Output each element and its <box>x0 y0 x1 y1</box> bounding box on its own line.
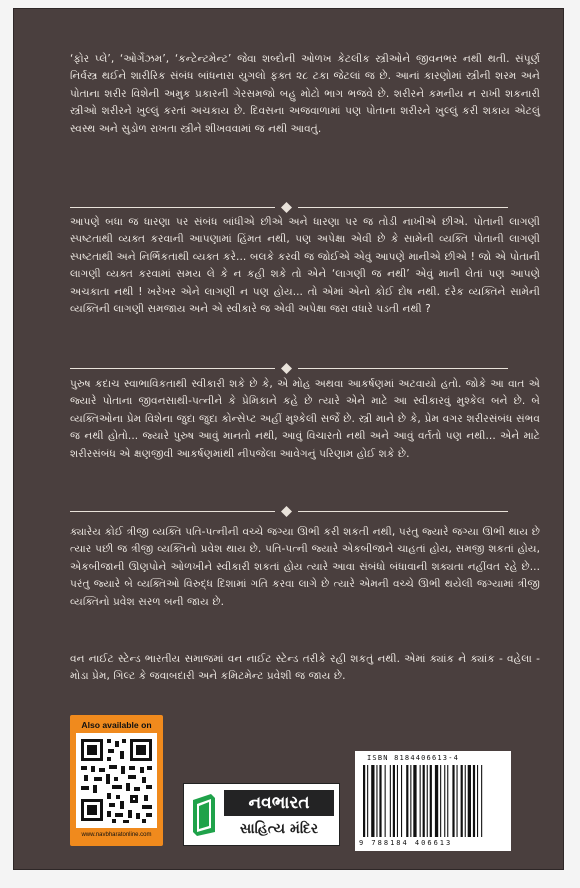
paragraph-2: આપણે બધા જ ધારણા પર સંબંધ બાંધીએ છીએ અને ધારણા પર જ તોડી નાખીએ છીએ. પોતાની લાગણી સ્પષ્ટતાથી વ્યક્ત કરવાની આપણામાં હિંમત નથી, પણ અપેક્ષા એવી છે કે સામેની વ્યક્તિ પોતાની લાગણી સ્પષ્ટતાથી અને નિર્ભિકતાથી વ્યક્ત કરે... બલકે કરવી જ જોઈએ એવું આપણે માનીએ છીએ ! જો એ પોતાની લાગણી વ્યક્ત કરવામાં સમય લે કે ન કહી શકે તો એને ‘લાગણી જ નથી’ એવું માની લેતાં પણ આપણે અચકાતા નથી ! ખરેખર એને લાગણી ન પણ હોય... તો એમાં એનો કોઈ દોષ નથી. દરેક વ્યક્તિને સામેની વ્યક્તિની લાગણી સમજાય અને એ સ્વીકારે જ એવી અપેક્ષા જરા વધારે પડતી નથી ? <box>70 216 540 316</box>
paragraph-1: ‘ફોર પ્લે’, ‘ઓર્ગેઝમ’, ‘કન્ટેન્ટમેન્ટ’ જેવા શબ્દોની ઓળખ કેટલીક સ્ત્રીઓને જીવનભર નથી થતી. સંપૂર્ણ નિર્વસ્ત્ર થઈને શારીરિક સંબંધ બાંધનારા યુગલો ફક્ત ૨૮ ટકા જેટલાં જ છે. આનાં કારણોમાં સ્ત્રીની શરમ અને પોતાના શરીર વિશેની અમુક પ્રકારની ગેરસમજો બહુ મોટો ભાગ ભજવે છે. શરીરને કમનીય ન રાખી શકનારી સ્ત્રીઓ શરીરને ખુલ્લું કરતાં અચકાય છે. દિવસના અજવાળામાં પણ પોતાના શરીરને ખુલ્લું કરી શકાય એટલું સ્વસ્થ અને સુડોળ રાખતા સ્ત્રીને શીખવવામાં જ નથી આવતું. <box>70 53 540 135</box>
diamond-icon <box>281 202 292 213</box>
also-available-label: Also available on <box>81 720 152 730</box>
also-available-box <box>70 715 163 846</box>
publisher-name-line1: નવભારત <box>224 790 334 816</box>
publisher-logo <box>183 783 340 846</box>
ornament-divider-1 <box>13 201 564 215</box>
diamond-icon <box>281 363 292 374</box>
book-logo-icon <box>189 792 219 838</box>
barcode-icon <box>355 751 511 851</box>
paragraph-3: પુરુષ કદાચ સ્વાભાવિકતાથી સ્વીકારી શકે છે કે, એ મોહ અથવા આકર્ષણમાં અટવાયો હતો. જોકે આ વાત એ જ્યારે પોતાના જીવનસાથી-પત્નીને કે પ્રેમિકાને કહે છે ત્યારે એને માટે આ સ્વીકારવું મુશ્કેલ બને છે. બે વ્યક્તિઓના પ્રેમ વિશેના જુદા જુદા કોન્સેપ્ટ અહીં મુશ્કેલી સર્જે છે. સ્ત્રી માને છે કે, પ્રેમ વગર શરીરસંબંધ સંભવ જ નથી હોતો... જ્યારે પુરુષ આવું માનતો નથી, આવું વિચારતો નથી અને આવું વર્તતો પણ નથી... એને માટે શરીરસંબંધ એ ક્ષણજીવી આકર્ષણમાંથી નીપજેલા આવેગનું પરિણામ હોઈ શકે છે. <box>70 378 540 460</box>
ornament-divider-3 <box>13 505 564 519</box>
isbn-barcode <box>355 751 511 851</box>
publisher-name-line2: સાહિત્ય મંદિર <box>239 821 319 837</box>
qr-code[interactable] <box>76 733 157 828</box>
publisher-website[interactable]: www.navbharatonline.com <box>81 832 152 838</box>
paragraph-4: ક્યારેય કોઈ ત્રીજી વ્યક્તિ પતિ-પત્નીની વચ્ચે જગ્યા ઊભી કરી શકતી નથી, પરંતુ જ્યારે જગ્યા ઊભી થાય છે ત્યાર પછી જ ત્રીજી વ્યક્તિનો પ્રવેશ થાય છે. પતિ-પત્ની જ્યારે એકબીજાને ચાહતાં હોય, સમજી શકતાં હોય, એકબીજાની ઊણપોને ઓળખીને સ્વીકારી શકતાં હોય ત્યારે આવા સંબંધો બંધાવાની શક્યતા નહીંવત રહે છે... પરંતુ જ્યારે બે વ્યક્તિઓ વિરુદ્ધ દિશામાં ગતિ કરવા લાગે છે ત્યારે એમની વચ્ચે ઊભી થયેલી જગ્યામાં ત્રીજી વ્યક્તિનો પ્રવેશ સરળ બની જાય છે. <box>70 526 540 608</box>
isbn-text: ISBN 8184406613-4 <box>367 754 460 762</box>
ornament-divider-2 <box>13 362 564 376</box>
qr-code-icon <box>76 733 157 828</box>
book-back-cover <box>13 8 564 870</box>
paragraph-5: વન નાઈટ સ્ટેન્ડ ભારતીય સમાજમાં વન નાઈટ સ્ટેન્ડ તરીકે રહી શકતું નથી. એમાં ક્યાંક ને ક્યાંક - વહેલા - મોડા પ્રેમ, ગિલ્ટ કે જવાબદારી અને કમિટમેન્ટ પ્રવેશી જ જાય છે. <box>70 653 540 683</box>
barcode-digits: 9 788184 406613 <box>359 839 453 847</box>
diamond-icon <box>281 506 292 517</box>
